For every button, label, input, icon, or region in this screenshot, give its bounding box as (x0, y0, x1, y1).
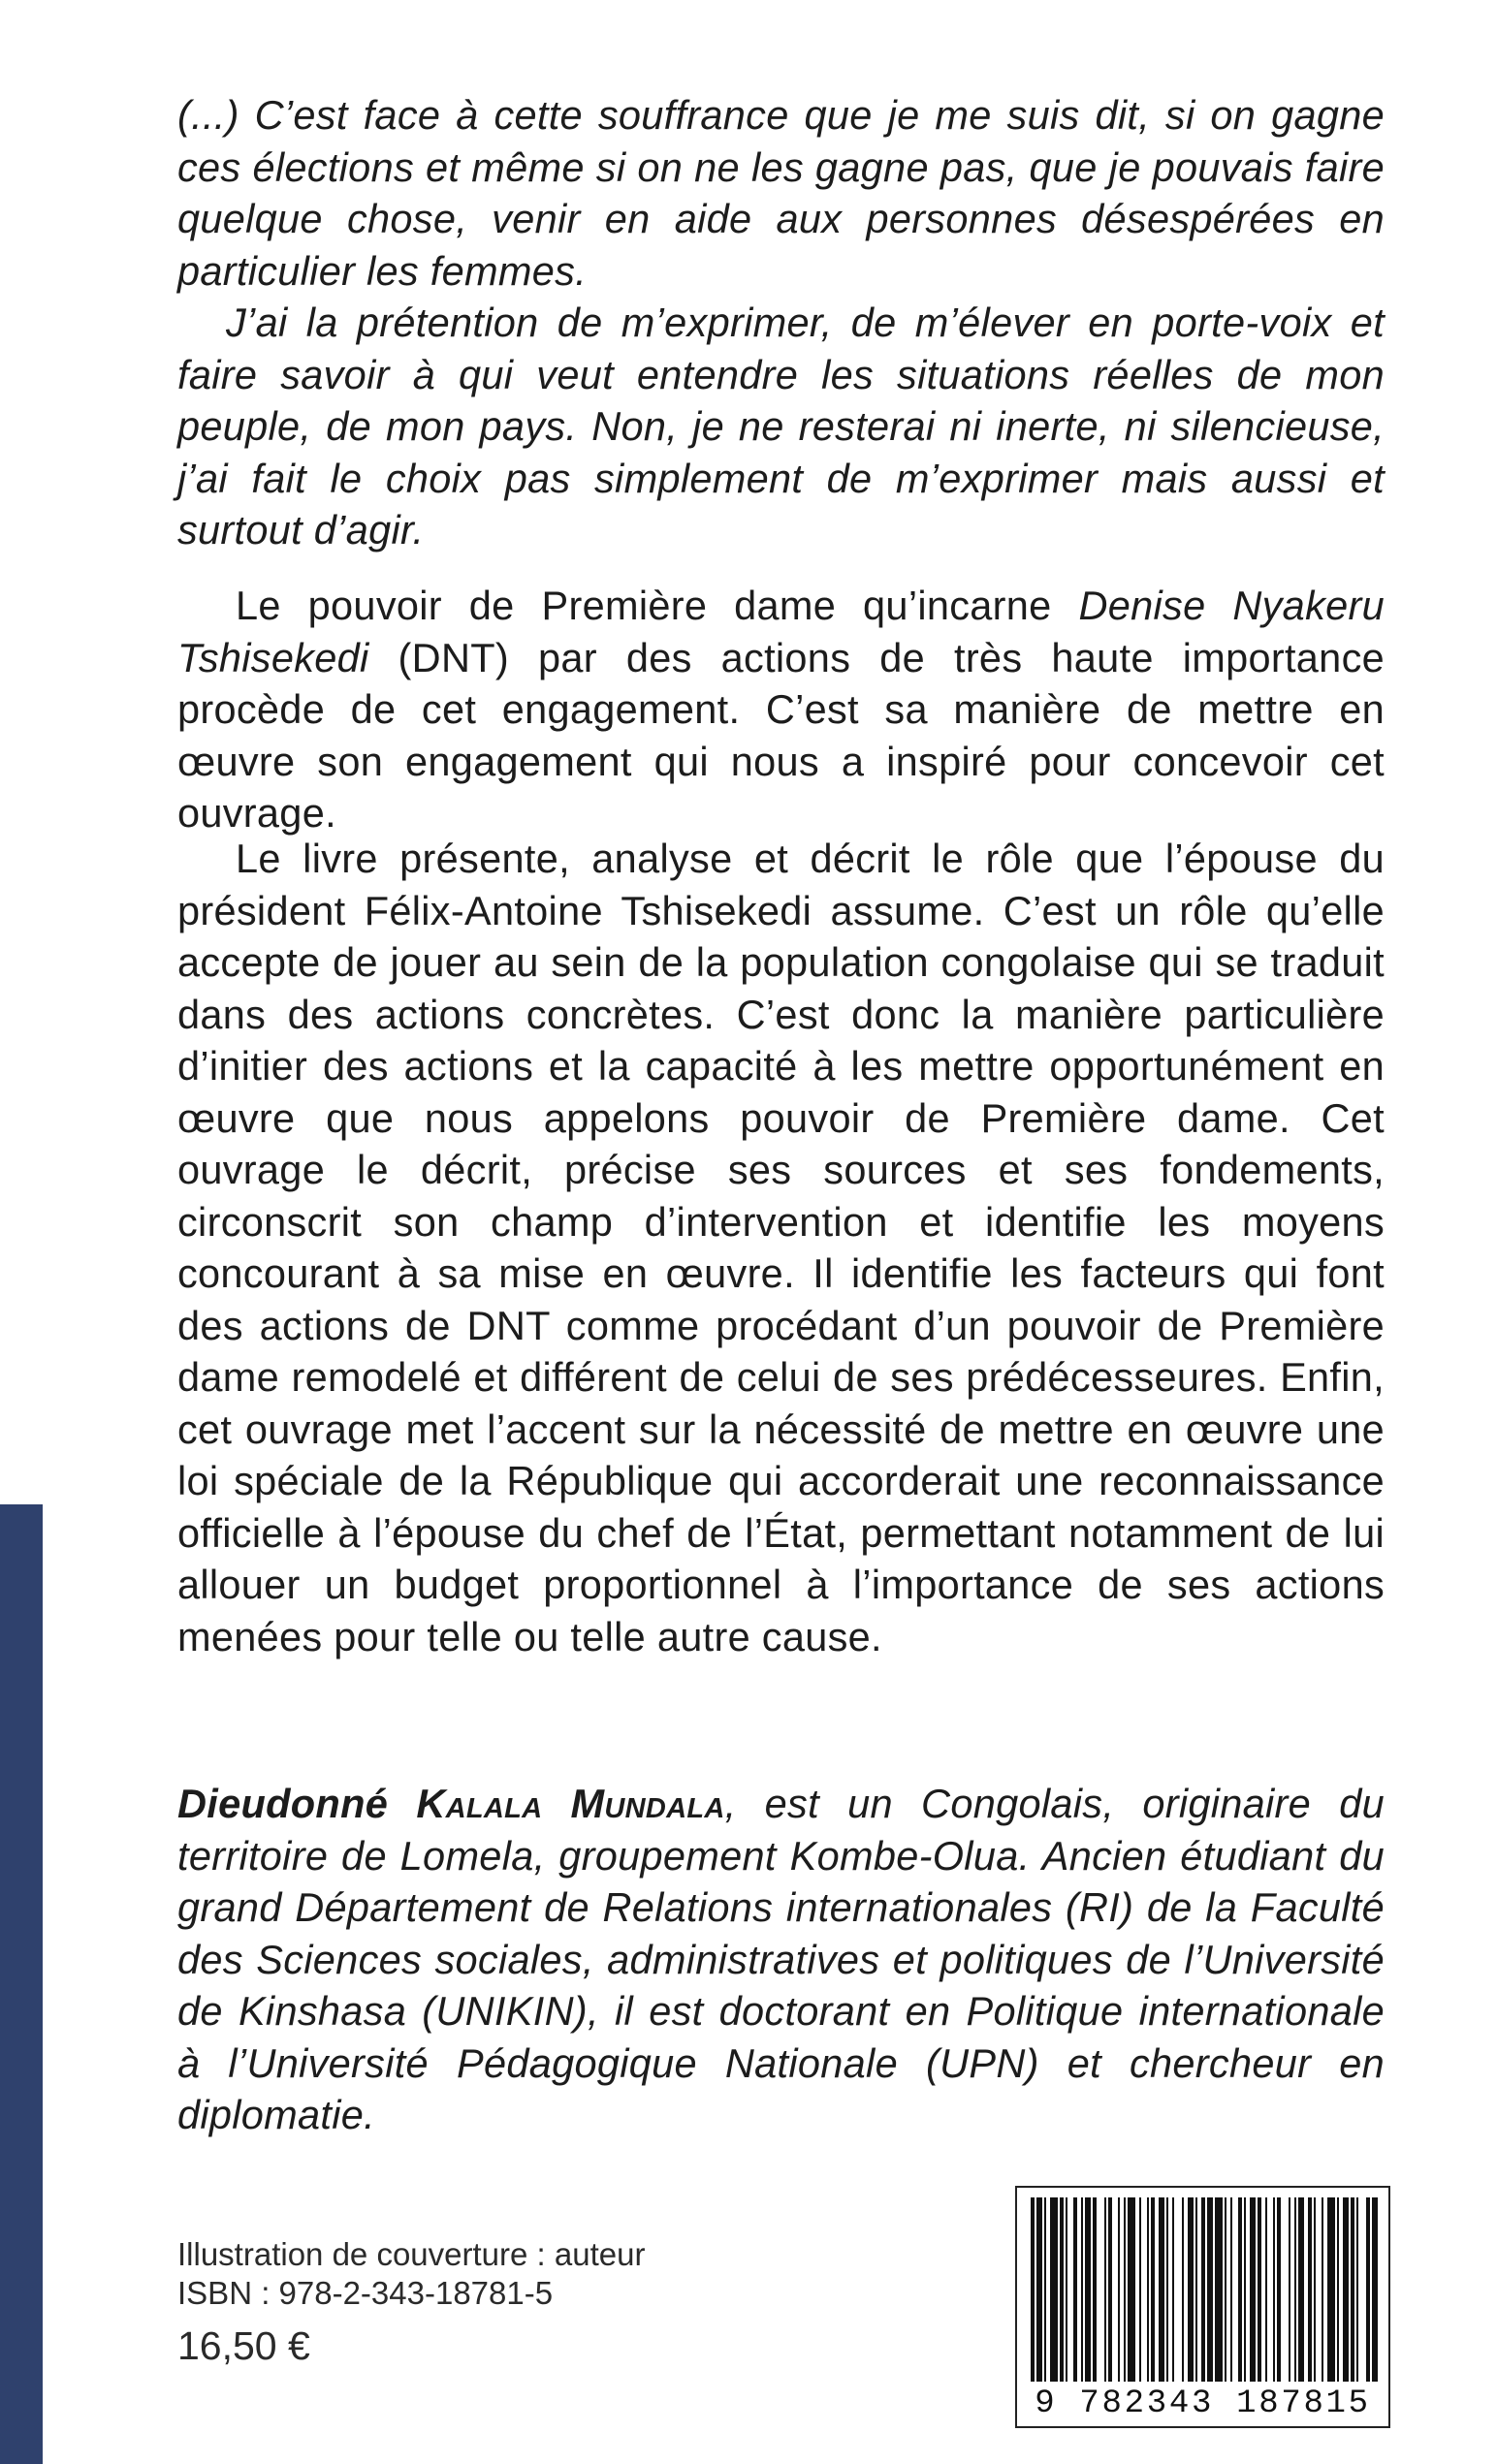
quote-block (177, 89, 1385, 556)
summary-paragraph-text: Le livre présente, analyse et décrit le rôle que l’épouse du président Félix-Antoine Tshisekedi assume. C’est un rôle qu’elle accepte de jouer au sein de la population congolaise qui se traduit dans des actions concrètes. C’est donc la manière particulière d’initier des actions et la capacité à les mettre opportunément en œuvre que nous appelons pouvoir de Première dame. Cet ouvrage le décrit, précise ses sources et ses fondements, circonscrit son champ d’intervention et identifie les moyens concourant à sa mise en œuvre. Il identifie les facteurs qui font des actions de DNT comme procédant d’un pouvoir de Première dame remodelé et différent de celui de ses prédécesseures. Enfin, cet ouvrage met l’accent sur la nécessité de mettre en œuvre une loi spéciale de la République qui accorderait une reconnaissance officielle à l’épouse du chef de l’État, permettant notamment de lui allouer un budget proportionnel à l’importance de ses actions menées pour telle ou telle autre cause. (177, 836, 1385, 1659)
barcode-bar (1036, 2197, 1042, 2382)
barcode-bar (1250, 2197, 1256, 2382)
barcode-bar (1322, 2197, 1323, 2382)
barcode-bar (1182, 2197, 1184, 2382)
barcode-bar (1273, 2197, 1275, 2382)
barcode-bar (1207, 2197, 1213, 2382)
barcode-bar (1093, 2197, 1097, 2382)
barcode-bar (1128, 2197, 1135, 2382)
barcode-bar (1238, 2197, 1242, 2382)
barcode-bar (1085, 2197, 1091, 2382)
barcode-bar (1108, 2197, 1112, 2382)
barcode-bar (1124, 2197, 1126, 2382)
barcode-bar (1215, 2197, 1223, 2382)
summary-paragraph (177, 833, 1385, 1662)
barcode-bar (1159, 2197, 1164, 2382)
barcode-bar (1081, 2197, 1083, 2382)
barcode-bar (1337, 2197, 1339, 2382)
barcode-bar (1327, 2197, 1335, 2382)
barcode-bar (1372, 2197, 1378, 2382)
barcode-bar (1201, 2197, 1205, 2382)
author-bio-text (177, 1778, 1385, 2141)
intro-lead: Le pouvoir de Première dame qu’incarne (236, 583, 1079, 628)
barcode-bar (1225, 2197, 1226, 2382)
barcode-bar (1265, 2197, 1267, 2382)
barcode-bar (1031, 2197, 1035, 2382)
author-last-name: Kalala Mundala (416, 1781, 725, 1826)
barcode-bar (1351, 2197, 1354, 2382)
barcode-bar (1314, 2197, 1316, 2382)
author-bio (177, 1778, 1385, 2141)
author-bio-body: , est un Congolais, originaire du territoire de Lomela, groupement Kombe-Olua. Ancien étudiant du grand Département de Relations internationales (RI) de la Faculté des Sciences sociales, administratives et politiques de l’Université de Kinshasa (UNIKIN), il est doctorant en Politique internationale à l’Université Pédagogique Nationale (UPN) et chercheur en diplomatie. (177, 1781, 1385, 2137)
barcode-bar (1060, 2197, 1064, 2382)
barcode-bar (1151, 2197, 1155, 2382)
barcode-bar (1230, 2197, 1232, 2382)
barcode-bar (1188, 2197, 1194, 2382)
barcode-bar (1195, 2197, 1197, 2382)
barcode-bar (1366, 2197, 1370, 2382)
quote-paragraph-1: (...) C’est face à cette souffrance que je me suis dit, si on gagne ces élections et même si on ne les gagne pas, que je pouvais faire quelque chose, venir en aide aux personnes désespérées en particulier les femmes. (177, 92, 1385, 294)
barcode-bar (1289, 2197, 1290, 2382)
barcode-bar (1308, 2197, 1312, 2382)
price: 16,50 € (177, 2323, 310, 2368)
barcode-bar (1139, 2197, 1141, 2382)
spine-color-band (0, 1504, 43, 2464)
barcode-bar (1073, 2197, 1077, 2382)
barcode-bar (1050, 2197, 1058, 2382)
barcode-bar (1044, 2197, 1046, 2382)
first-lady-name: Denise Nyakeru Tshisekedi (177, 583, 1385, 680)
barcode-bar (1166, 2197, 1168, 2382)
author-first-name: Dieudonné (177, 1781, 389, 1826)
barcode-bar (1356, 2197, 1358, 2382)
barcode-bar (1066, 2197, 1067, 2382)
barcode-bar (1343, 2197, 1349, 2382)
intro-paragraph (177, 580, 1385, 839)
barcode-bar (1118, 2197, 1120, 2382)
intro-rest: (DNT) par des actions de très haute importance procède de cet engagement. C’est sa manière de mettre en œuvre son engagement qui nous a inspiré pour concevoir cet ouvrage. (177, 634, 1385, 836)
barcode-bar (1277, 2197, 1281, 2382)
barcode (1015, 2186, 1390, 2428)
barcode-bar (1294, 2197, 1296, 2382)
cover-illustration-credit: Illustration de couverture : auteur (177, 2236, 646, 2272)
publication-info (177, 2235, 856, 2371)
barcode-bar (1244, 2197, 1246, 2382)
barcode-bar (1298, 2197, 1304, 2382)
quote-paragraph-2: J’ai la prétention de m’exprimer, de m’élever en porte-voix et faire savoir à qui veut entendre les situations réelles de mon peuple, de mon pays. Non, je ne resterai ni inerte, ni silencieuse, j’ai fait le choix pas simplement de m’exprimer mais aussi et surtout d’agir. (177, 300, 1385, 553)
isbn: ISBN : 978-2-343-18781-5 (177, 2275, 554, 2311)
intro-paragraph-text (177, 580, 1385, 839)
barcode-bar (1104, 2197, 1106, 2382)
barcode-bar (1172, 2197, 1174, 2382)
barcode-bar (1258, 2197, 1261, 2382)
barcode-digits: 9 782343 187815 (1023, 2385, 1383, 2422)
barcode-bar (1147, 2197, 1149, 2382)
